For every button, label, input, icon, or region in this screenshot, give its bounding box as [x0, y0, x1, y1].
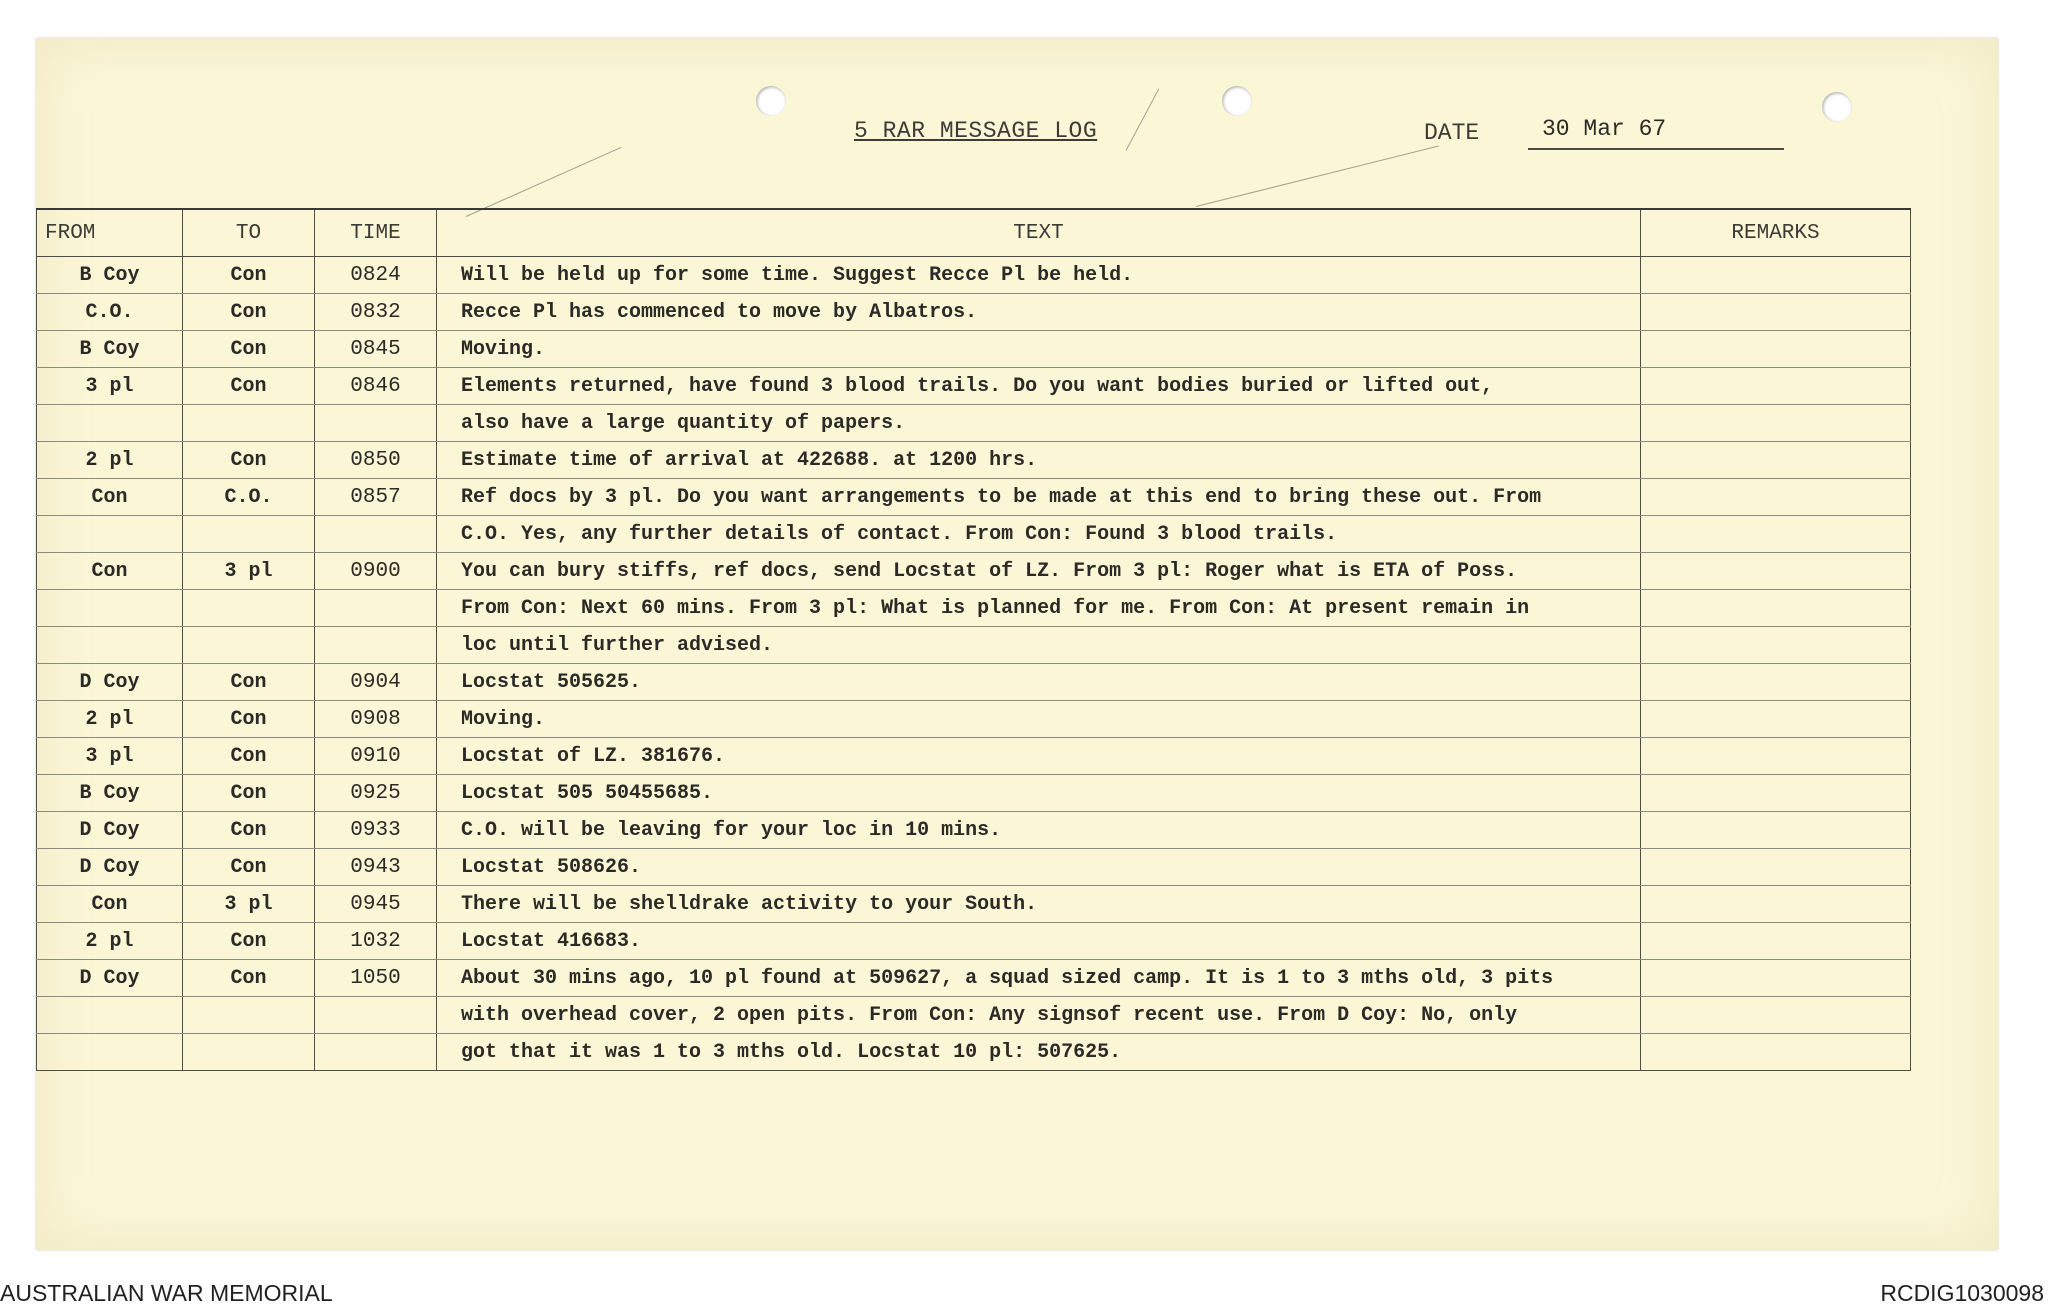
cell-from: 3 pl [37, 368, 183, 405]
cell-from: Con [37, 553, 183, 590]
cell-text: There will be shelldrake activity to your South. [437, 886, 1641, 923]
table-row [37, 664, 1911, 701]
cell-to: Con [183, 257, 315, 294]
cell-from: 2 pl [37, 923, 183, 960]
cell-to: Con [183, 960, 315, 997]
cell-time: 0933 [315, 812, 437, 849]
cell-to [183, 405, 315, 442]
cell-time: 0857 [315, 479, 437, 516]
cell-time: 0908 [315, 701, 437, 738]
cell-to: 3 pl [183, 553, 315, 590]
punch-hole-right [1822, 92, 1852, 122]
cell-from: Con [37, 479, 183, 516]
punch-hole-left [756, 86, 786, 116]
column-header-to: TO [183, 209, 315, 257]
cell-remarks [1641, 923, 1911, 960]
cell-time: 1032 [315, 923, 437, 960]
table-header-row [37, 209, 1911, 257]
table-row [37, 516, 1911, 553]
cell-text: Elements returned, have found 3 blood trails. Do you want bodies buried or lifted out, [437, 368, 1641, 405]
cell-time [315, 516, 437, 553]
table-row [37, 960, 1911, 997]
cell-to: Con [183, 775, 315, 812]
cell-from: B Coy [37, 257, 183, 294]
pencil-mark [1126, 88, 1160, 150]
cell-from [37, 997, 183, 1034]
pencil-mark [466, 147, 622, 217]
cell-from: D Coy [37, 812, 183, 849]
cell-remarks [1641, 479, 1911, 516]
table-row [37, 923, 1911, 960]
cell-to: Con [183, 738, 315, 775]
column-header-text: TEXT [437, 209, 1641, 257]
message-log-table [36, 208, 1911, 1071]
cell-to: C.O. [183, 479, 315, 516]
table-row [37, 553, 1911, 590]
cell-remarks [1641, 1034, 1911, 1071]
cell-to: Con [183, 701, 315, 738]
cell-time: 0845 [315, 331, 437, 368]
cell-text: C.O. will be leaving for your loc in 10 mins. [437, 812, 1641, 849]
cell-from: B Coy [37, 331, 183, 368]
cell-remarks [1641, 294, 1911, 331]
table-row [37, 701, 1911, 738]
cell-time: 0832 [315, 294, 437, 331]
cell-remarks [1641, 257, 1911, 294]
table-row [37, 331, 1911, 368]
cell-from: Con [37, 886, 183, 923]
table-row [37, 257, 1911, 294]
cell-from: 2 pl [37, 701, 183, 738]
cell-to [183, 627, 315, 664]
cell-time: 0846 [315, 368, 437, 405]
table-row [37, 590, 1911, 627]
cell-to [183, 997, 315, 1034]
table-row [37, 368, 1911, 405]
cell-remarks [1641, 812, 1911, 849]
cell-time [315, 405, 437, 442]
cell-text: got that it was 1 to 3 mths old. Locstat 10 pl: 507625. [437, 1034, 1641, 1071]
cell-from [37, 1034, 183, 1071]
cell-text: C.O. Yes, any further details of contact. From Con: Found 3 blood trails. [437, 516, 1641, 553]
cell-from: D Coy [37, 664, 183, 701]
cell-to: Con [183, 664, 315, 701]
cell-text: Recce Pl has commenced to move by Albatros. [437, 294, 1641, 331]
cell-from: 2 pl [37, 442, 183, 479]
cell-time: 0925 [315, 775, 437, 812]
cell-remarks [1641, 442, 1911, 479]
table-row [37, 442, 1911, 479]
cell-time [315, 997, 437, 1034]
cell-remarks [1641, 368, 1911, 405]
cell-to: 3 pl [183, 886, 315, 923]
cell-text: with overhead cover, 2 open pits. From Con: Any signsof recent use. From D Coy: No, only [437, 997, 1641, 1034]
punch-hole-center [1222, 86, 1252, 116]
table-row [37, 405, 1911, 442]
date-label: DATE [1424, 120, 1480, 146]
cell-from: C.O. [37, 294, 183, 331]
cell-time: 0945 [315, 886, 437, 923]
cell-from: 3 pl [37, 738, 183, 775]
cell-time [315, 590, 437, 627]
cell-text: Estimate time of arrival at 422688. at 1200 hrs. [437, 442, 1641, 479]
cell-text: Locstat 508626. [437, 849, 1641, 886]
table-body [37, 257, 1911, 1071]
cell-text: Will be held up for some time. Suggest Recce Pl be held. [437, 257, 1641, 294]
date-value: 30 Mar 67 [1542, 116, 1667, 142]
cell-text: About 30 mins ago, 10 pl found at 509627, a squad sized camp. It is 1 to 3 mths old, 3 pits [437, 960, 1641, 997]
table-row [37, 849, 1911, 886]
cell-remarks [1641, 997, 1911, 1034]
message-log-sheet [36, 38, 1998, 1250]
cell-text: Moving. [437, 701, 1641, 738]
cell-time: 0900 [315, 553, 437, 590]
cell-from: D Coy [37, 960, 183, 997]
table-row [37, 1034, 1911, 1071]
cell-text: Moving. [437, 331, 1641, 368]
cell-time: 1050 [315, 960, 437, 997]
cell-to: Con [183, 331, 315, 368]
cell-remarks [1641, 738, 1911, 775]
cell-remarks [1641, 775, 1911, 812]
cell-time: 0910 [315, 738, 437, 775]
cell-time: 0850 [315, 442, 437, 479]
cell-time: 0824 [315, 257, 437, 294]
column-header-from: FROM [37, 209, 183, 257]
cell-to: Con [183, 923, 315, 960]
cell-text: Ref docs by 3 pl. Do you want arrangements to be made at this end to bring these out. From [437, 479, 1641, 516]
cell-text: From Con: Next 60 mins. From 3 pl: What is planned for me. From Con: At present remain in [437, 590, 1641, 627]
log-title: 5 RAR MESSAGE LOG [854, 118, 1098, 144]
pencil-mark [1196, 146, 1439, 207]
cell-from [37, 627, 183, 664]
cell-to: Con [183, 294, 315, 331]
date-underline [1528, 148, 1784, 150]
cell-remarks [1641, 886, 1911, 923]
table-row [37, 738, 1911, 775]
cell-to: Con [183, 442, 315, 479]
footer-institution: AUSTRALIAN WAR MEMORIAL [0, 1280, 333, 1306]
cell-text: You can bury stiffs, ref docs, send Locstat of LZ. From 3 pl: Roger what is ETA of Poss. [437, 553, 1641, 590]
table-row [37, 479, 1911, 516]
cell-time [315, 1034, 437, 1071]
cell-from [37, 590, 183, 627]
footer-catalog-id: RCDIG1030098 [1880, 1280, 2044, 1306]
column-header-remarks: REMARKS [1641, 209, 1911, 257]
cell-text: Locstat 416683. [437, 923, 1641, 960]
cell-time: 0943 [315, 849, 437, 886]
cell-to: Con [183, 812, 315, 849]
table-row [37, 775, 1911, 812]
cell-text: Locstat of LZ. 381676. [437, 738, 1641, 775]
cell-remarks [1641, 516, 1911, 553]
table-row [37, 997, 1911, 1034]
cell-remarks [1641, 627, 1911, 664]
cell-remarks [1641, 849, 1911, 886]
cell-remarks [1641, 590, 1911, 627]
cell-to: Con [183, 849, 315, 886]
cell-to [183, 516, 315, 553]
cell-remarks [1641, 701, 1911, 738]
cell-text: loc until further advised. [437, 627, 1641, 664]
cell-from [37, 405, 183, 442]
table-row [37, 886, 1911, 923]
cell-text: Locstat 505625. [437, 664, 1641, 701]
cell-remarks [1641, 331, 1911, 368]
cell-to [183, 1034, 315, 1071]
cell-from: B Coy [37, 775, 183, 812]
cell-from: D Coy [37, 849, 183, 886]
column-header-time: TIME [315, 209, 437, 257]
cell-remarks [1641, 405, 1911, 442]
cell-text: also have a large quantity of papers. [437, 405, 1641, 442]
table-row [37, 627, 1911, 664]
table-row [37, 294, 1911, 331]
cell-from [37, 516, 183, 553]
cell-time: 0904 [315, 664, 437, 701]
cell-time [315, 627, 437, 664]
cell-remarks [1641, 960, 1911, 997]
cell-text: Locstat 505 50455685. [437, 775, 1641, 812]
cell-remarks [1641, 664, 1911, 701]
table-row [37, 812, 1911, 849]
cell-remarks [1641, 553, 1911, 590]
cell-to: Con [183, 368, 315, 405]
cell-to [183, 590, 315, 627]
